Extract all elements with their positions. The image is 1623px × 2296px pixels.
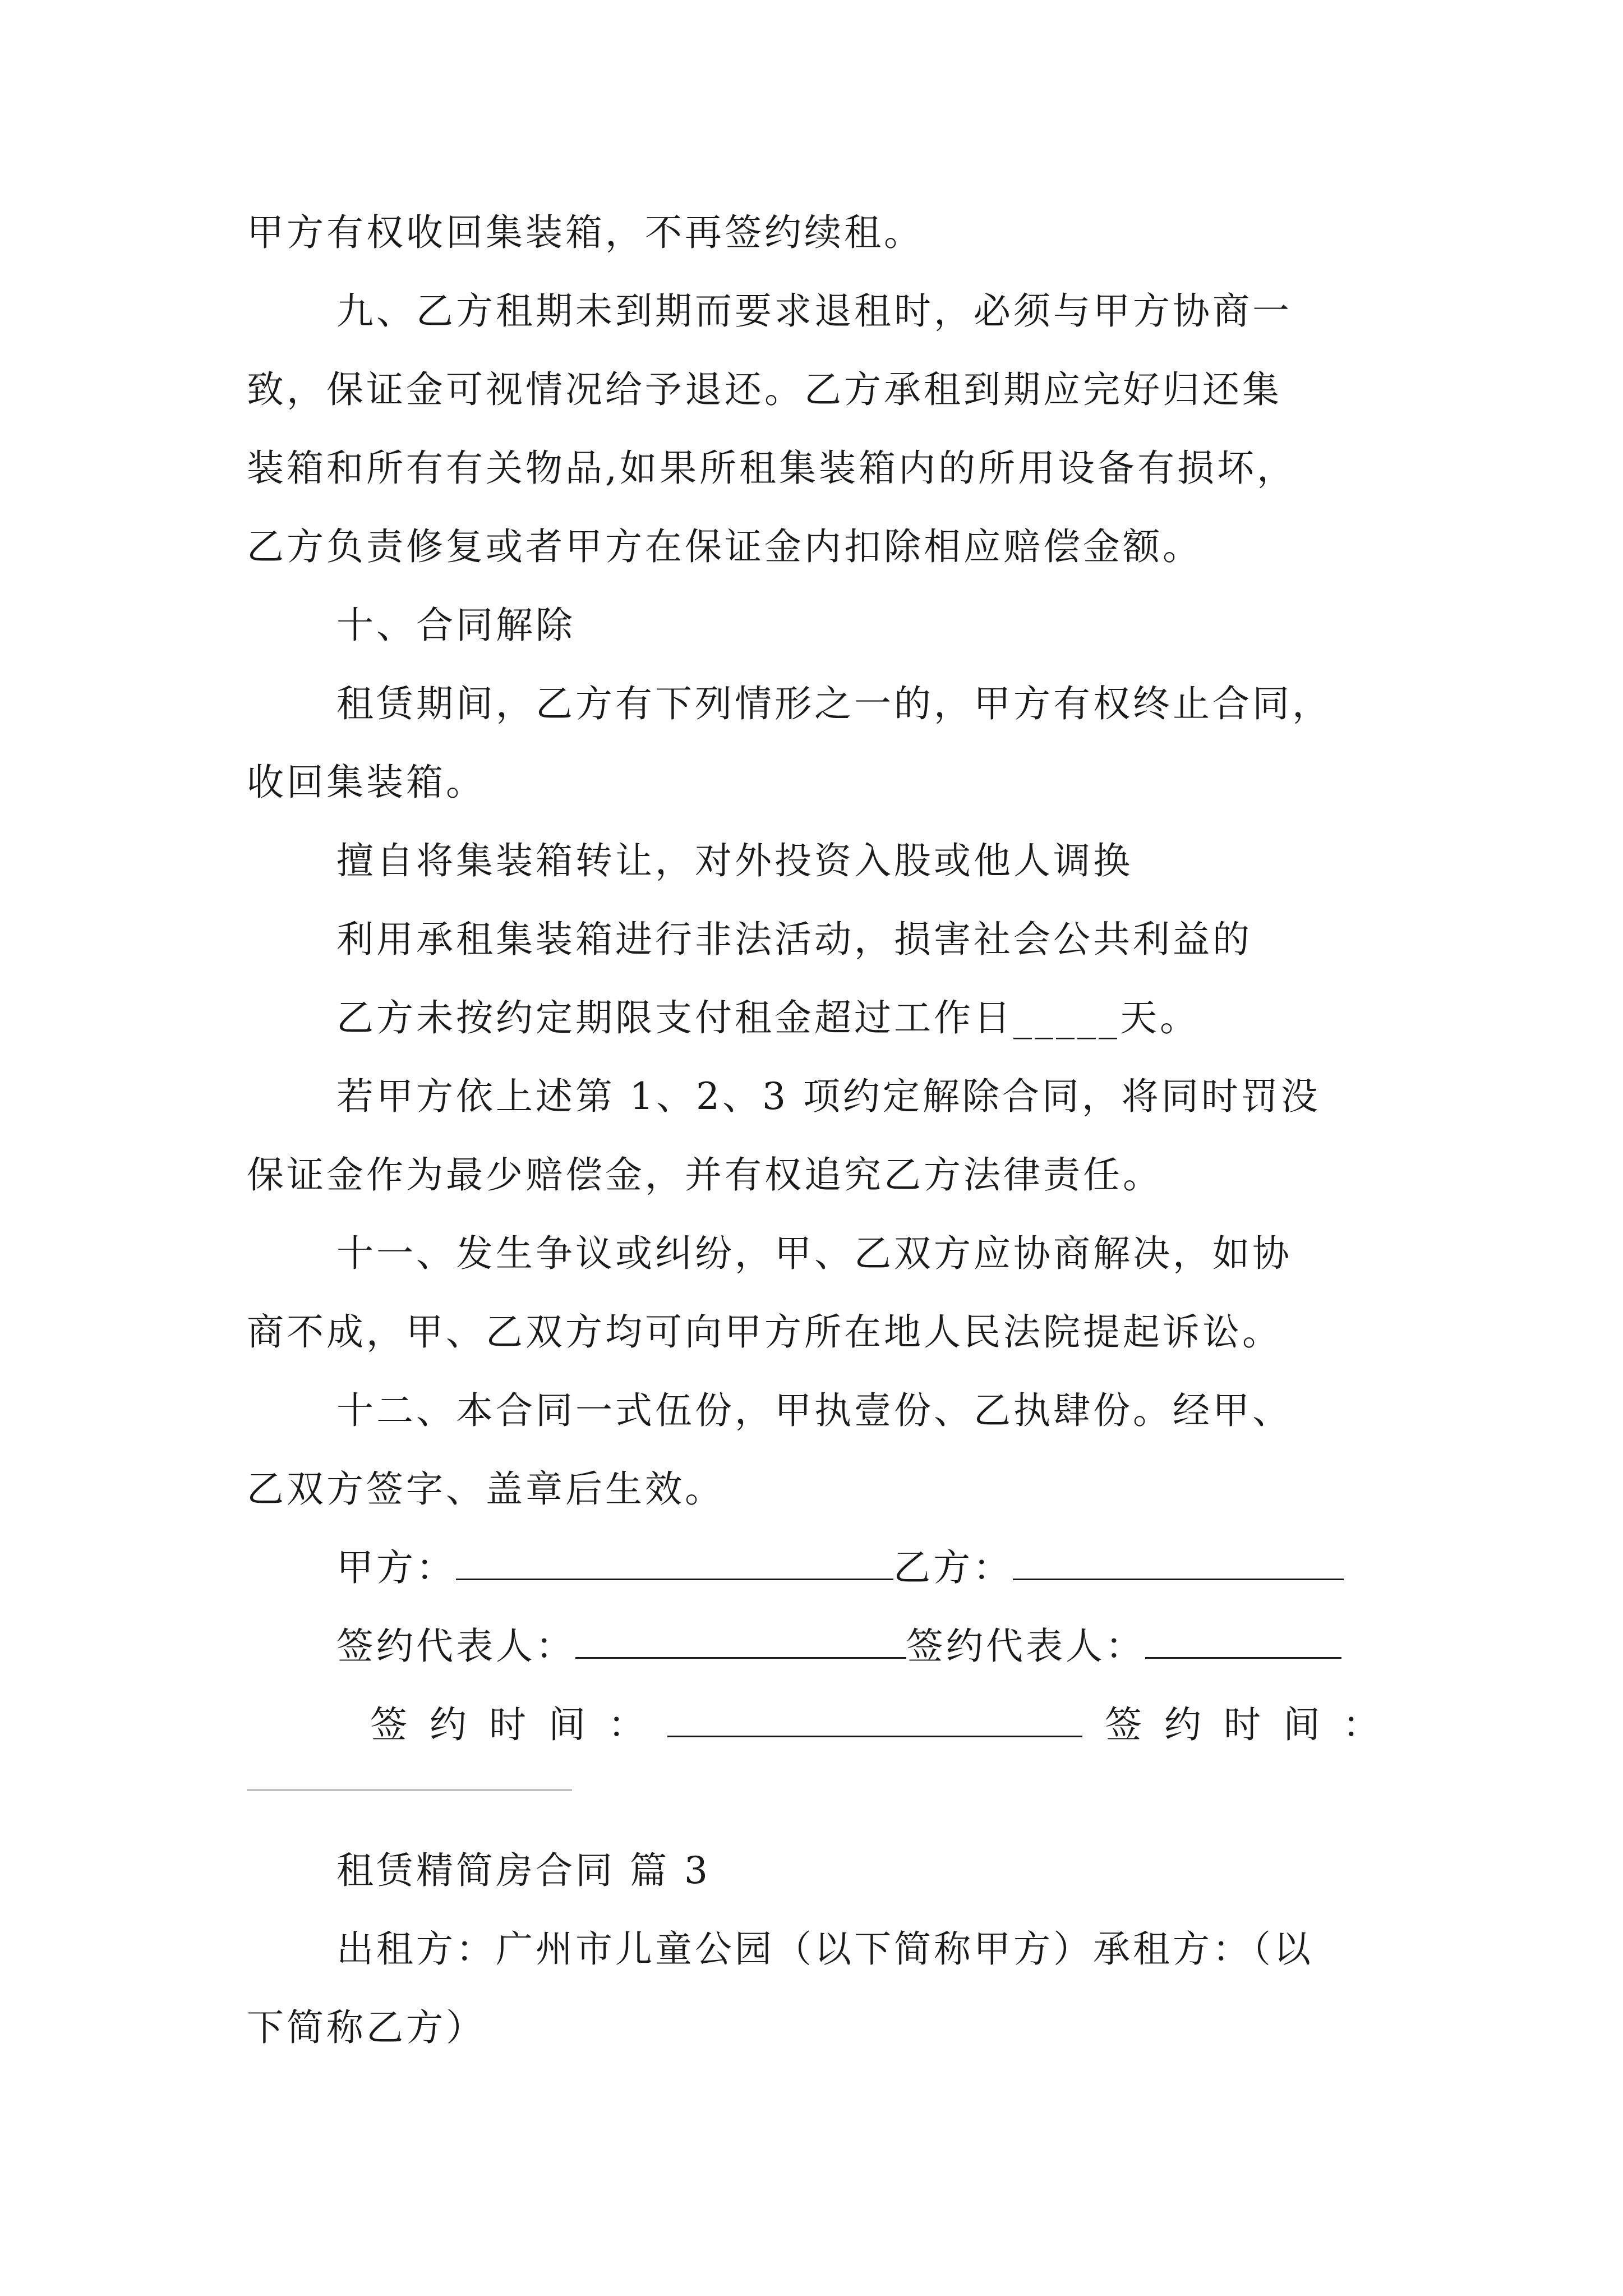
clause-9-line-3: 装箱和所有有关物品,如果所租集装箱内的所用设备有损坏，	[247, 447, 1297, 490]
rep-b-label: 签约代表人：	[906, 1625, 1145, 1668]
clause-10-line-1: 租赁期间，乙方有下列情形之一的，甲方有权终止合同，	[336, 682, 1332, 725]
clause-12-line-1: 十二、本合同一式伍份，甲执壹份、乙执肆份。经甲、	[336, 1389, 1292, 1432]
section-3-line-1: 出租方：广州市儿童公园（以下简称甲方）承租方：（以	[336, 1927, 1313, 1971]
clause-10-item-3: 乙方未按约定期限支付租金超过工作日_____天。	[336, 996, 1200, 1039]
signature-row-representative	[336, 1621, 1391, 1672]
clause-9-line-4: 乙方负责修复或者甲方在保证金内扣除相应赔偿金额。	[247, 525, 1202, 568]
clause-11-line-1: 十一、发生争议或纠纷，甲、乙双方应协商解决，如协	[336, 1232, 1292, 1275]
text-line-1: 甲方有权收回集装箱，不再签约续租。	[247, 211, 924, 254]
clause-10-heading: 十、合同解除	[336, 604, 575, 647]
clause-10-item-1: 擅自将集装箱转让，对外投资入股或他人调换	[336, 839, 1133, 882]
time-a-blank	[667, 1702, 1082, 1737]
clause-10-penalty-line-2: 保证金作为最少赔偿金，并有权追究乙方法律责任。	[247, 1153, 1163, 1197]
rep-a-label: 签约代表人：	[336, 1625, 575, 1668]
party-a-label: 甲方：	[336, 1546, 456, 1589]
time-b-label: 签约时间：	[1105, 1703, 1402, 1746]
rep-b-blank	[1145, 1623, 1341, 1659]
time-a-label: 签约时间：	[370, 1703, 667, 1746]
signature-row-time	[370, 1700, 1424, 1750]
clause-10-penalty-line-1: 若甲方依上述第 1、2、3 项约定解除合同，将同时罚没	[336, 1075, 1321, 1118]
rep-a-blank	[575, 1623, 906, 1659]
party-a-blank	[456, 1545, 893, 1580]
clause-10-line-2: 收回集装箱。	[247, 761, 486, 804]
clause-12-line-2: 乙双方签字、盖章后生效。	[247, 1467, 725, 1511]
party-b-label: 乙方：	[893, 1546, 1013, 1589]
section-3-line-2: 下简称乙方）	[247, 2006, 486, 2049]
clause-9-line-2: 致，保证金可视情况给予退还。乙方承租到期应完好归还集	[247, 368, 1282, 411]
section-3-title: 租赁精简房合同 篇 3	[336, 1849, 711, 1892]
signature-row-party	[336, 1543, 1391, 1593]
clause-9-line-1: 九、乙方租期未到期而要求退租时，必须与甲方协商一	[336, 289, 1292, 333]
clause-10-item-2: 利用承租集装箱进行非法活动，损害社会公共利益的	[336, 918, 1252, 961]
section-divider	[247, 1789, 572, 1791]
party-b-blank	[1013, 1545, 1344, 1580]
clause-11-line-2: 商不成，甲、乙双方均可向甲方所在地人民法院提起诉讼。	[247, 1310, 1282, 1354]
